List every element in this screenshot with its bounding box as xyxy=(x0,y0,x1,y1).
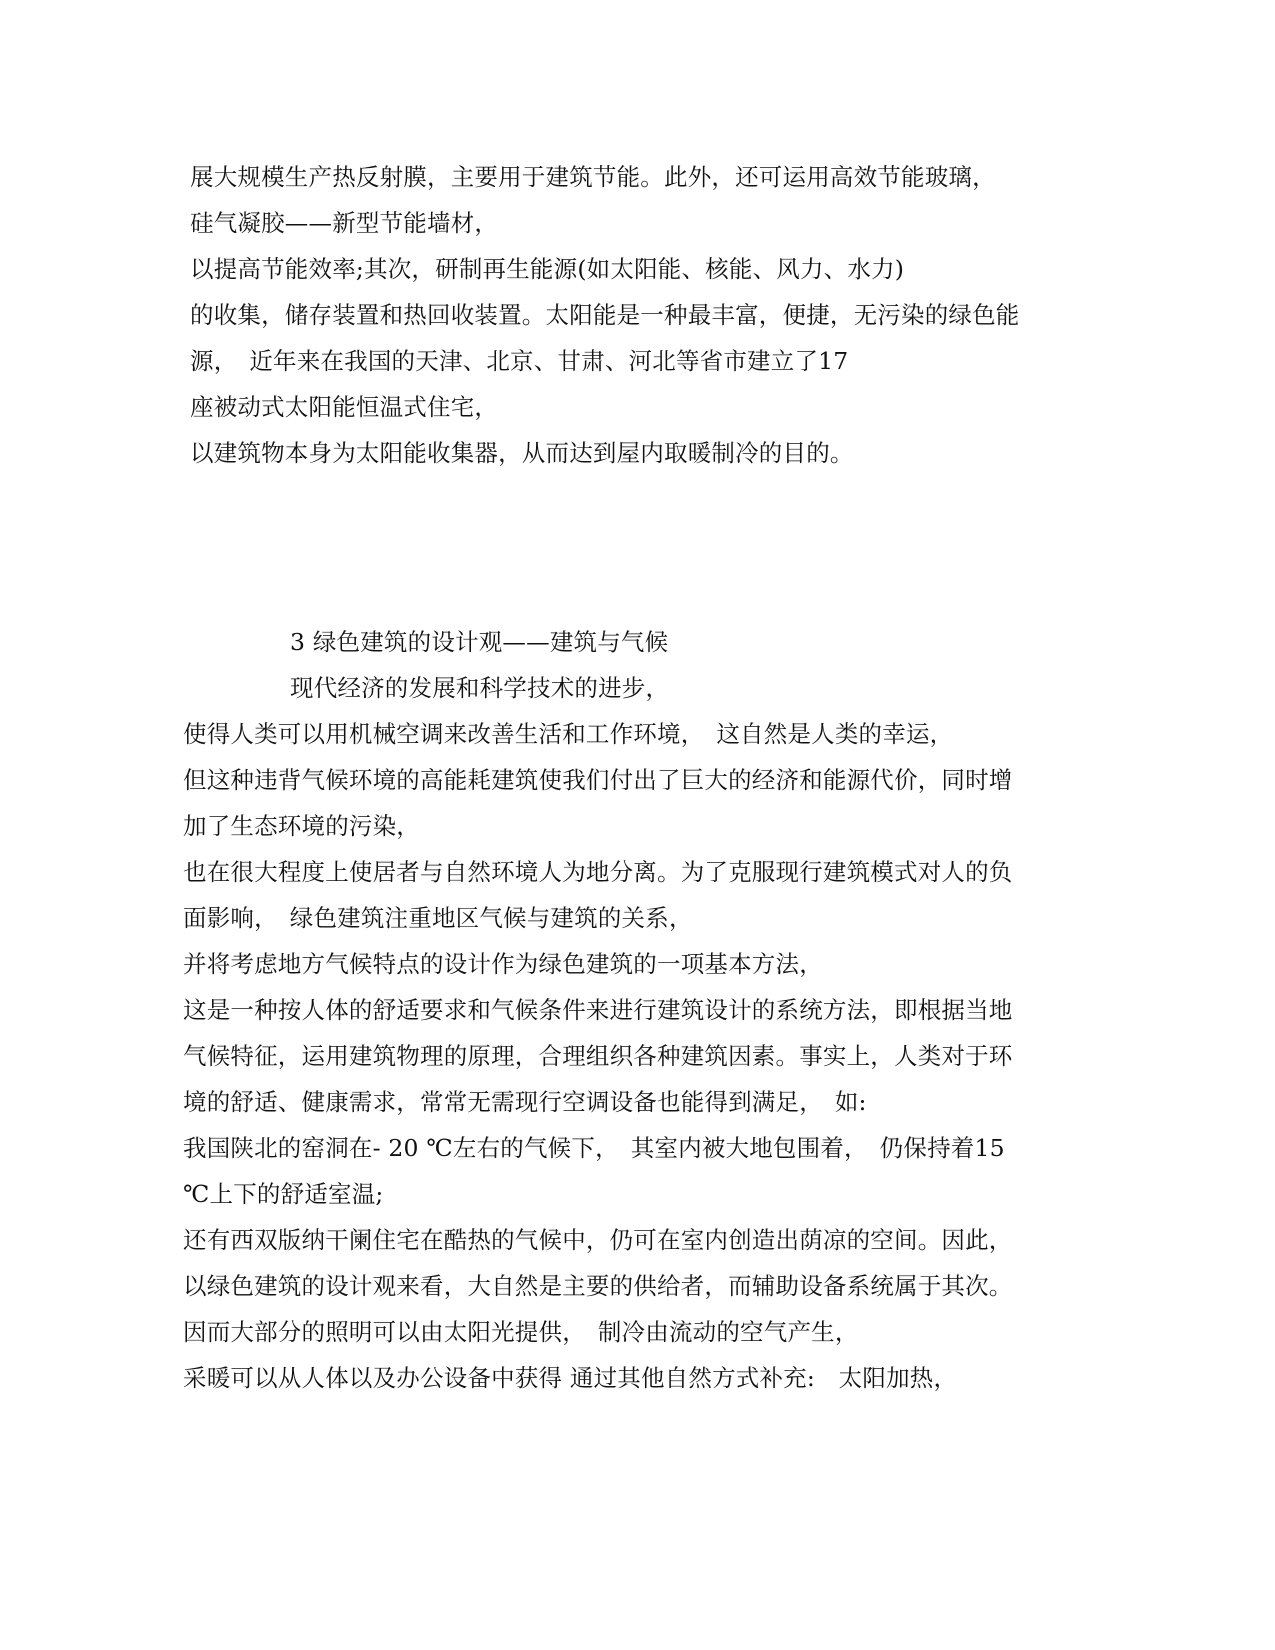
text-line: 并将考虑地方气候特点的设计作为绿色建筑的一项基本方法， xyxy=(183,950,823,978)
text-line: 还有西双版纳干阑住宅在酷热的气候中，仍可在室内创造出荫凉的空间。因此， xyxy=(183,1226,1013,1254)
text-line: 硅气凝胶——新型节能墙材， xyxy=(190,209,499,237)
text-line: 现代经济的发展和科学技术的进步， xyxy=(290,674,670,702)
text-line: 使得人类可以用机械空调来改善生活和工作环境， 这自然是人类的幸运， xyxy=(183,720,954,748)
text-line: 源， 近年来在我国的天津、北京、甘肃、河北等省市建立了17 xyxy=(190,347,849,375)
text-line: 以绿色建筑的设计观来看，大自然是主要的供给者，而辅助设备系统属于其次。 xyxy=(183,1272,1013,1300)
text-line: 境的舒适、健康需求，常常无需现行空调设备也能得到满足， 如: xyxy=(183,1088,867,1116)
text-line: 因而大部分的照明可以由太阳光提供， 制冷由流动的空气产生， xyxy=(183,1318,859,1346)
text-line: 也在很大程度上使居者与自然环境人为地分离。为了克服现行建筑模式对人的负 xyxy=(183,858,1013,886)
text-line: 以提高节能效率;其次，研制再生能源(如太阳能、核能、风力、水力) xyxy=(190,255,905,283)
text-line: 以建筑物本身为太阳能收集器，从而达到屋内取暖制冷的目的。 xyxy=(190,439,854,467)
text-line: 展大规模生产热反射膜，主要用于建筑节能。此外，还可运用高效节能玻璃， xyxy=(190,163,996,191)
text-line: ℃上下的舒适室温; xyxy=(183,1180,384,1208)
text-line: 采暖可以从人体以及办公设备中获得 通过其他自然方式补充: 太阳加热， xyxy=(183,1364,958,1392)
text-line: 但这种违背气候环境的高能耗建筑使我们付出了巨大的经济和能源代价，同时增 xyxy=(183,766,1013,794)
text-line: 加了生态环境的污染， xyxy=(183,812,420,840)
text-line: 面影响， 绿色建筑注重地区气候与建筑的关系， xyxy=(183,904,693,932)
text-line: 的收集，储存装置和热回收装置。太阳能是一种最丰富，便捷，无污染的绿色能 xyxy=(190,301,1020,329)
section-heading: 3 绿色建筑的设计观——建筑与气候 xyxy=(290,628,669,656)
text-line: 座被动式太阳能恒温式住宅， xyxy=(190,393,499,421)
text-line: 这是一种按人体的舒适要求和气候条件来进行建筑设计的系统方法，即根据当地 xyxy=(183,996,1013,1024)
text-line: 我国陕北的窑洞在- 20 ℃左右的气候下， 其室内被大地包围着， 仍保持着15 xyxy=(183,1134,1005,1162)
text-line: 气候特征，运用建筑物理的原理，合理组织各种建筑因素。事实上，人类对于环 xyxy=(183,1042,1013,1070)
